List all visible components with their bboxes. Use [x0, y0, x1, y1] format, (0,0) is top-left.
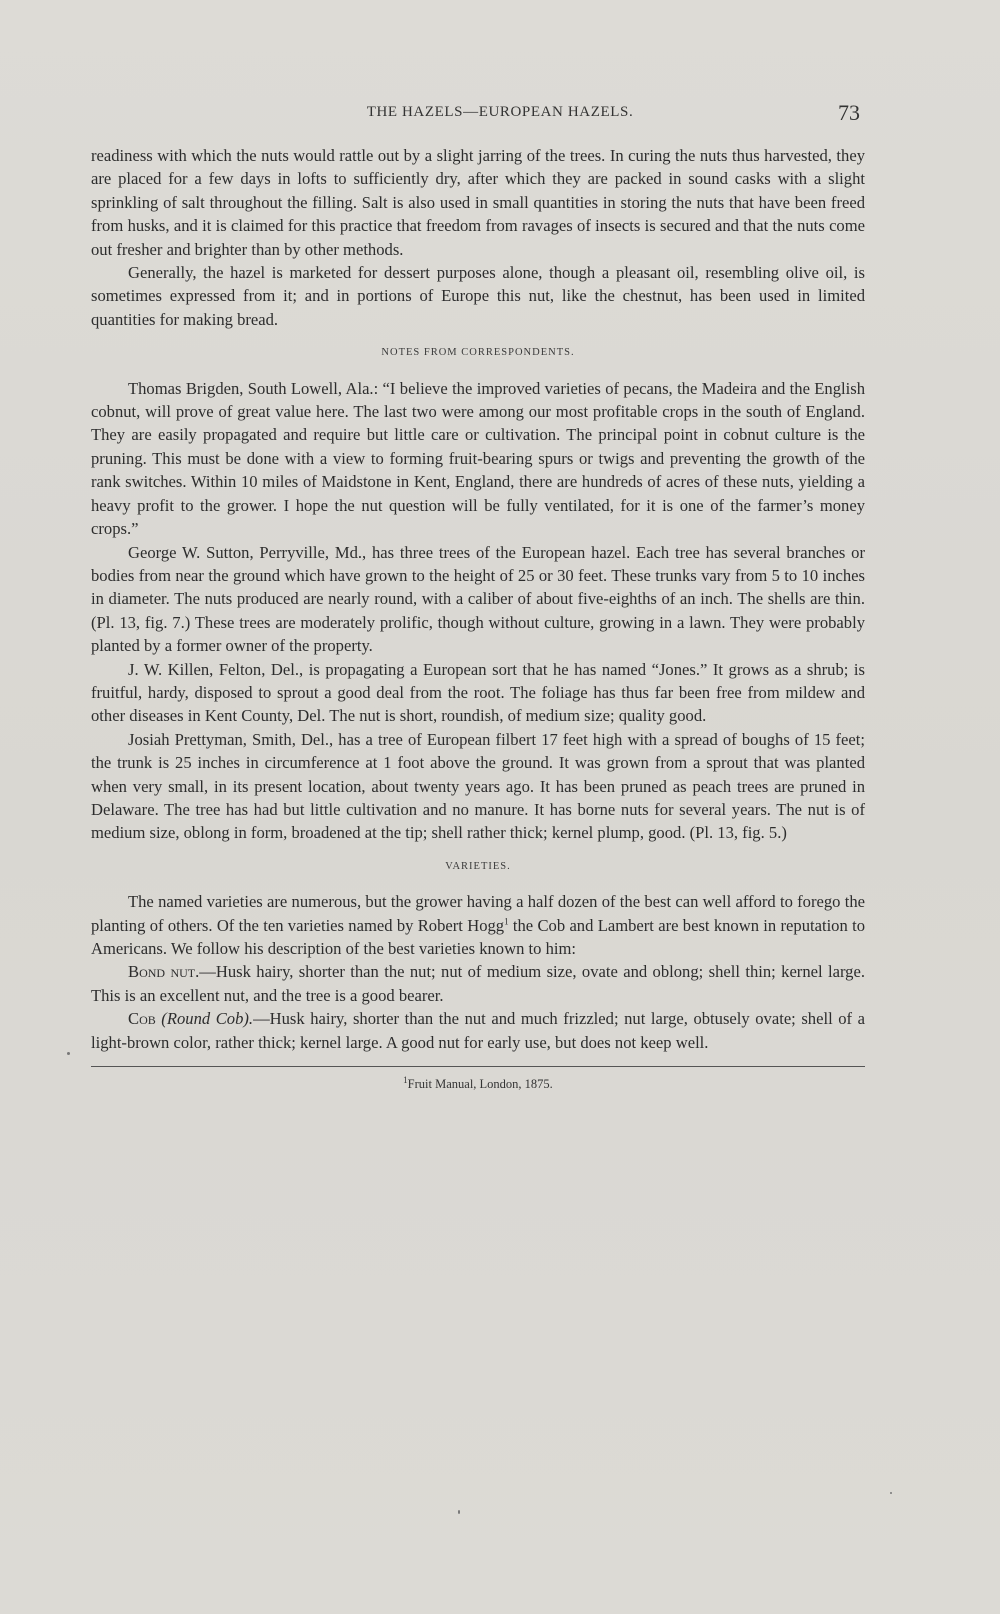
scan-speck [67, 1052, 70, 1055]
footnote-reference: 1 [504, 916, 509, 927]
body-text [91, 144, 865, 1096]
correspondent-note: George W. Sutton, Perryville, Md., has three trees of the European hazel. Each tree has several branches or bodies from near the ground which have grown to the height of 25 or 30 feet. These trunks vary from 5 to 10 inches in diameter. The nuts produced are nearly round, with a caliber of about five-eighths of an inch. The shells are thin. (Pl. 13, fig. 7.) These trees are moderately prolific, though without culture, growing in a lawn. They were probably planted by a former owner of the property. [91, 542, 865, 656]
variety-name: Cob [128, 1009, 156, 1029]
variety-name: Bond nut. [128, 962, 200, 982]
variety-entry [91, 960, 865, 1007]
page-header [0, 100, 1000, 130]
variety-entry [91, 1007, 865, 1054]
correspondent-note: Josiah Prettyman, Smith, Del., has a tree of European filbert 17 feet high with a spread of boughs of 15 feet; the trunk is 25 inches in circumference at 1 foot above the ground. It was grown from a sprout that was planted when very small, in its present location, about twenty years ago. It has been pruned as peach trees are pruned in Delaware. The tree has had but little cultivation and no manure. It has borne nuts for several years. The nut is of medium size, oblong in form, broadened at the tip; shell rather thick; kernel plump, good. (Pl. 13, fig. 5.) [91, 729, 865, 843]
scan-speck [890, 1492, 892, 1494]
variety-description: —Husk hairy, shorter than the nut and much frizzled; nut large, obtusely ovate; shell of a light-brown color, rather thick; kernel large. A good nut for early use, but does not keep well. [91, 1009, 866, 1052]
intro-paragraph: readiness with which the nuts would rattle out by a slight jarring of the trees. In curing the nuts thus harvested, they are placed for a few days in lofts to sufficiently dry, after which they are packed in sound casks with a slight sprinkling of salt throughout the filling. Salt is also used in small quantities in storing the nuts that have been freed from husks, and it is claimed for this practice that freedom from ravages of insects is secured and that the nuts come out fresher and brighter than by other methods. [91, 146, 865, 259]
varieties-heading: VARIETIES. [445, 860, 511, 872]
footnote-divider [91, 1066, 865, 1067]
footnote-mark: 1 [403, 1074, 408, 1085]
running-title: THE HAZELS—EUROPEAN HAZELS. [366, 104, 634, 120]
variety-alt-name: (Round Cob). [155, 1009, 254, 1029]
page-number: 73 [838, 100, 860, 125]
varieties-intro [91, 890, 865, 960]
correspondent-note: Thomas Brigden, South Lowell, Ala.: “I believe the improved varieties of pecans, the Madeira and the English cobnut, will prove of great value here. The last two were among our most profitable crops in the south of England. They are easily propagated and require but little care or cultivation. The principal point in cobnut culture is the pruning. This must be done with a view to forming fruit-bearing spurs or twigs and preventing the growth of the rank switches. Within 10 miles of Maidstone in Kent, England, there are hundreds of acres of these nuts, yielding a heavy profit to the grower. I hope the nut question will be fully ventilated, for it is one of the farmer’s money crops.” [91, 378, 865, 539]
footnote [91, 1073, 865, 1096]
footnote-text: Fruit Manual, London, 1875. [407, 1077, 553, 1092]
varieties-intro-text-continued: the Cob and Lambert are best known in reputation to Americans. We follow his description of the best varieties known to him: [91, 915, 865, 958]
correspondent-note: J. W. Killen, Felton, Del., is propagating a European sort that he has named “Jones.” It grows as a shrub; is fruitful, hardy, disposed to sprout a good deal from the root. The foliage has thus far been free from mildew and other diseases in Kent County, Del. The nut is short, roundish, of medium size; quality good. [91, 659, 865, 726]
variety-description: —Husk hairy, shorter than the nut; nut of medium size, ovate and oblong; shell thin; kernel large. This is an excellent nut, and the tree is a good bearer. [91, 962, 865, 1005]
varieties-intro-text: The named varieties are numerous, but the grower having a half dozen of the best can well afford to forego the planting of others. Of the ten varieties named by Robert Hogg [91, 892, 865, 935]
notes-heading: NOTES FROM CORRESPONDENTS. [381, 347, 575, 359]
intro-paragraph: Generally, the hazel is marketed for dessert purposes alone, though a pleasant oil, resembling olive oil, is sometimes expressed from it; and in portions of Europe this nut, like the chestnut, has been used in limited quantities for making bread. [91, 263, 865, 329]
scan-speck [458, 1510, 460, 1514]
